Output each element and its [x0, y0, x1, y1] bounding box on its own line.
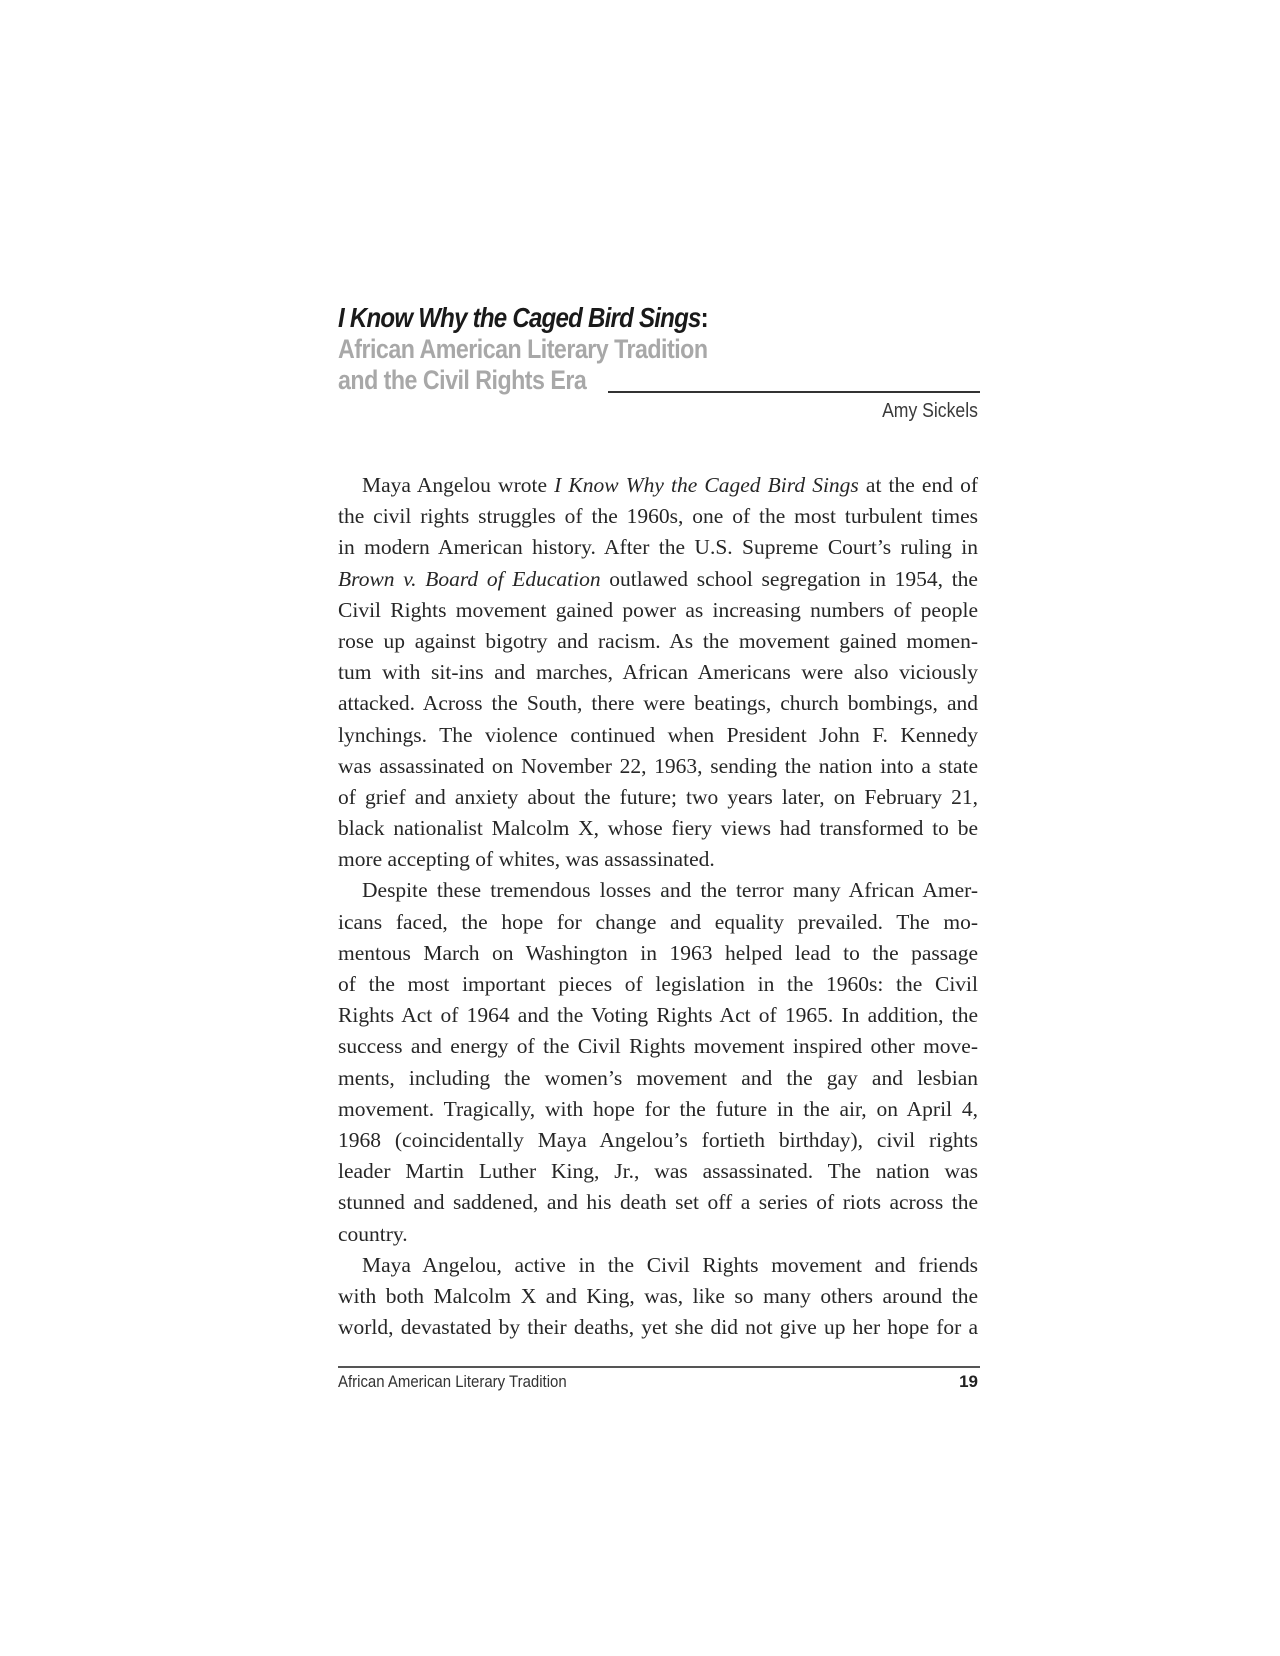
body-line: Brown v. Board of Education outlawed school segregation in 1954, the [338, 566, 978, 591]
body-line: the civil rights struggles of the 1960s, one of the most turbulent times [338, 504, 978, 529]
body-line: world, devastated by their deaths, yet she did not give up her hope for a [338, 1315, 978, 1340]
footer-rule [338, 1366, 980, 1368]
body-line: Maya Angelou, active in the Civil Rights movement and friends [362, 1252, 978, 1277]
chapter-title [338, 302, 890, 334]
author-name: Amy Sickels [882, 400, 978, 422]
body-line: tum with sit-ins and marches, African Americans were also viciously [338, 660, 978, 685]
body-line: leader Martin Luther King, Jr., was assassinated. The nation was [338, 1159, 978, 1184]
body-line: ments, including the women’s movement and the gay and lesbian [338, 1065, 978, 1090]
body-text [338, 470, 978, 1343]
book-title: I Know Why the Caged Bird Sings [338, 302, 701, 333]
chapter-subtitle-line-1: African American Literary Tradition [338, 334, 708, 364]
body-line: icans faced, the hope for change and equality prevailed. The mo- [338, 909, 978, 934]
body-line: attacked. Across the South, there were beatings, church bombings, and [338, 691, 978, 716]
body-line: Despite these tremendous losses and the terror many African Amer- [362, 878, 978, 903]
title-rule [608, 391, 980, 393]
chapter-subtitle-row-2 [338, 365, 980, 396]
body-line: black nationalist Malcolm X, whose fiery views had transformed to be [338, 816, 978, 841]
body-line: lynchings. The violence continued when President John F. Kennedy [338, 722, 978, 747]
body-line: Civil Rights movement gained power as increasing numbers of people [338, 597, 978, 622]
body-line: Maya Angelou wrote I Know Why the Caged Bird Sings at the end of [362, 473, 978, 497]
body-line: country. [338, 1221, 408, 1246]
body-line: 1968 (coincidentally Maya Angelou’s fortieth birthday), civil rights [338, 1127, 978, 1152]
title-colon: : [700, 302, 708, 333]
body-line: was assassinated on November 22, 1963, sending the nation into a state [338, 753, 978, 778]
page-number: 19 [959, 1372, 978, 1391]
body-line: in modern American history. After the U.S. Supreme Court’s ruling in [338, 535, 978, 560]
body-line: Rights Act of 1964 and the Voting Rights Act of 1965. In addition, the [338, 1003, 978, 1028]
body-line: of grief and anxiety about the future; two years later, on February 21, [338, 784, 978, 809]
chapter-title-block [338, 302, 980, 396]
body-line: of the most important pieces of legislation in the 1960s: the Civil [338, 972, 978, 996]
body-line: movement. Tragically, with hope for the future in the air, on April 4, [338, 1096, 978, 1121]
body-line: mentous March on Washington in 1963 helped lead to the passage [338, 940, 978, 965]
body-line: rose up against bigotry and racism. As the movement gained momen- [338, 628, 978, 653]
body-line: stunned and saddened, and his death set off a series of riots across the [338, 1190, 978, 1215]
running-footer-title: African American Literary Tradition [338, 1372, 567, 1391]
chapter-subtitle-line-2: and the Civil Rights Era [338, 365, 587, 395]
body-line: with both Malcolm X and King, was, like so many others around the [338, 1283, 978, 1308]
body-line: success and energy of the Civil Rights movement inspired other move- [338, 1034, 978, 1059]
body-line: more accepting of whites, was assassinated. [338, 847, 715, 872]
